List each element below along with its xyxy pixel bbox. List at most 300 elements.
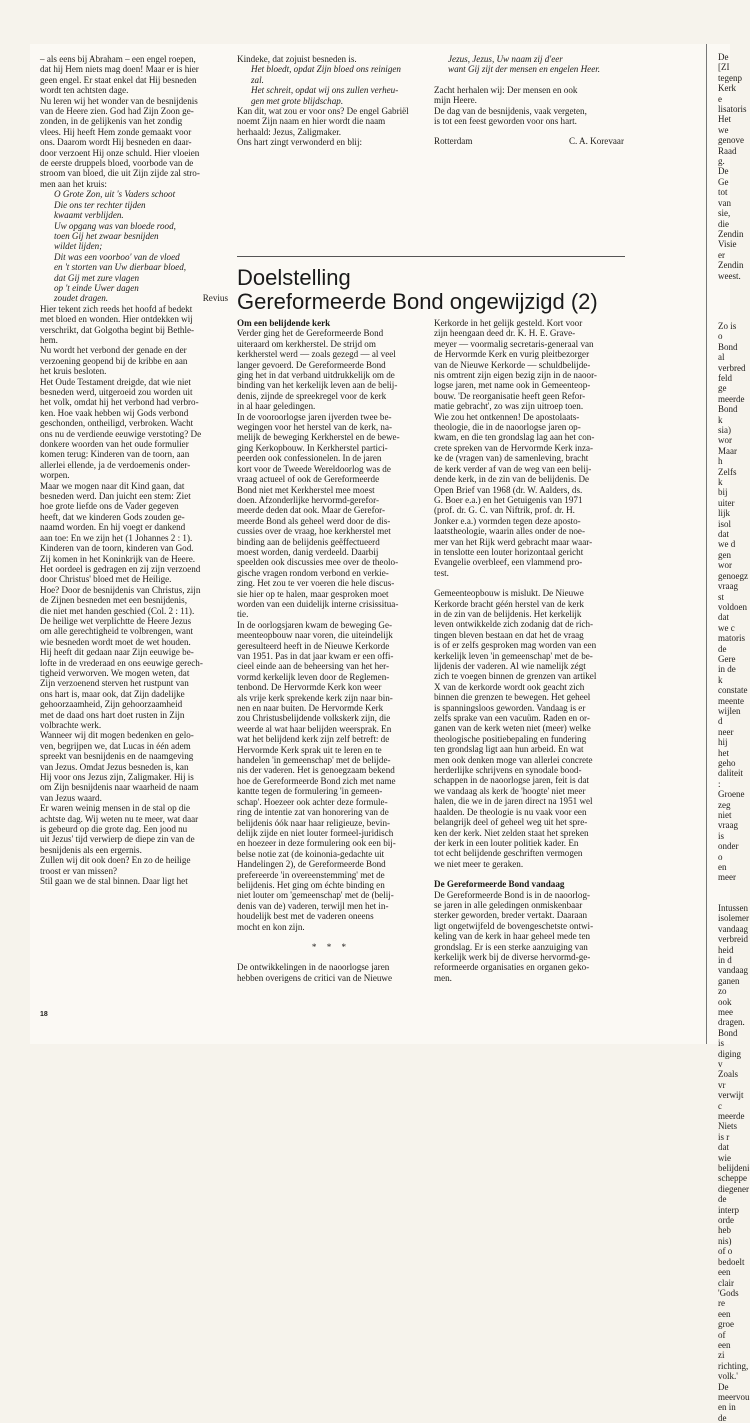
text-line: Het schreit, opdat wij ons zullen verheu-: [251, 85, 399, 96]
text-line: Er waren weinig mensen in de stal op die: [40, 803, 191, 814]
text-line: van Jezus waard.: [40, 792, 102, 803]
text-line: dat hij Hem niets mag doen! Maar er is hier: [40, 64, 199, 75]
text-line: Uw opgang was van bloede rood,: [54, 220, 176, 231]
text-line: volk.' De: [718, 1371, 738, 1392]
edge-block-a: [718, 52, 747, 281]
text-line: om alle gerechtigheid te volbrengen, want: [40, 626, 194, 637]
text-line: besneden werd, uitgeroeid zou worden uit: [40, 387, 193, 397]
text-line: zou Christusbelijdende volkskerk zijn, die: [237, 713, 391, 724]
text-line: geen engel. Er staat enkel dat Hij besneden: [40, 74, 197, 85]
column-2-top: [237, 54, 425, 254]
column-3: [434, 318, 624, 1008]
text-line: in de k: [718, 664, 736, 685]
col1-body: [40, 304, 228, 887]
text-line: verzoening geopend bij de kribbe en aan: [40, 355, 188, 366]
text-line: vandaag: [718, 923, 748, 934]
text-line: moest worden, danig verdeeld. Daarbij: [237, 546, 379, 557]
text-line: – als eens bij Abraham – een engel roepen,: [40, 54, 196, 64]
text-line: belijdeni: [718, 1163, 750, 1174]
text-line: delijk zijde en niet louter formeel-juridisch: [237, 827, 394, 838]
text-line: lijk isol: [718, 508, 732, 529]
text-line: ring de intentie zat van honorering van de: [237, 807, 389, 818]
poem-author: Revius: [202, 293, 228, 304]
text-line: vandaag: [718, 965, 748, 976]
text-line: Nu wordt het verbond der genade en der: [40, 345, 187, 356]
text-line: doen. Afzonderlijke hervormd-gerefor-: [237, 494, 379, 505]
text-line: dragen.: [718, 1017, 745, 1028]
text-line: Maar we mogen naar dit Kind gaan, dat: [40, 480, 185, 491]
text-line: ganen van de kerk weten niet (meer) welke: [434, 723, 591, 734]
text-line: verbreid: [718, 934, 748, 945]
page-number: 18: [40, 1011, 48, 1018]
text-line: belijdenis óók naar haar religieuze, bevin-: [237, 817, 391, 828]
headline-line-1: Doelstelling: [237, 265, 351, 290]
text-line: naamd worden. En hij voegt er dankend: [40, 522, 186, 533]
text-line: diging v: [718, 1048, 742, 1069]
text-line: uiteraard om kerkherstel. De strijd om: [237, 338, 376, 349]
text-line: daliteit :: [718, 768, 743, 789]
text-line: gen met grote blijdschap.: [251, 95, 344, 106]
text-line: mijn Heere.: [434, 95, 477, 106]
text-line: genoegz: [718, 570, 748, 581]
text-line: meyer — voormalig secretaris-generaal van: [434, 338, 594, 349]
text-line: Kerkorde bracht géén herstel van de kerk: [434, 598, 584, 609]
headline-line-2: Gereformeerde Bond ongewijzigd (2): [237, 289, 598, 314]
text-line: theologie, die in de naoorlogse jaren op-: [434, 422, 581, 433]
text-line: zonden, in de gelijkenis van het zondig: [40, 116, 183, 127]
text-line: meerde deden dat ook. Maar de Gerefor-: [237, 505, 386, 516]
poem-last-line: zoudet dragen.: [54, 293, 109, 304]
text-line: men.: [434, 972, 452, 983]
text-line: ke de (vragen van) de samenleving, bracht: [434, 453, 589, 464]
text-line: ook mee: [718, 996, 733, 1017]
text-line: Verder ging het de Gereformeerde Bond: [237, 328, 384, 339]
text-line: nis omtrent zijn eigen bezig zijn in de naoor-: [434, 370, 597, 381]
text-line: lisatoris: [718, 104, 747, 115]
text-line: Kerk e: [718, 83, 736, 104]
text-line: se jaren in alle geledingen onmiskenbaar: [434, 899, 583, 910]
text-line: is spanningsloos geworden. Vandaag is er: [434, 702, 586, 713]
text-line: achtste dag. Wij weten nu te meer, wat daar: [40, 813, 199, 824]
text-line: Dit was een voorboo' van de vloed: [54, 251, 180, 262]
text-line: zal.: [251, 74, 264, 85]
text-line: Hervormde Kerk sprak uit te leren en te: [237, 744, 382, 755]
text-line: vraag st: [718, 581, 738, 602]
text-line: en 't storten van Uw dierbaar bloed,: [54, 262, 187, 273]
text-line: tot echt belijdende geschriften vermogen: [434, 848, 583, 859]
text-line: van 1951. Pas in dat jaar kwam er een offi-: [237, 651, 394, 661]
text-line: in tenslotte een louter horizontaal gericht: [434, 546, 584, 557]
text-line: spreekt van besnijdenis en de naamgeving: [40, 751, 194, 762]
text-line: ken. Hoe vaak hebben wij Gods verbond: [40, 407, 189, 418]
col1-poem-end: [40, 293, 228, 303]
text-line: tigheid verworven. We mogen weten, dat: [40, 667, 190, 678]
text-line: weest.: [718, 270, 741, 281]
article-headline: [237, 266, 657, 314]
text-line: cieel einde aan de beheersing van het her-: [237, 661, 390, 672]
text-line: denis van de) vaderen, terwijl men het in-: [237, 900, 389, 911]
text-line: toen Gij het zwaar besnijden: [54, 230, 159, 241]
text-line: Hij voor ons Jezus zijn, Zaligmaker. Hij is: [40, 772, 194, 783]
text-line: peerden ook confessionelen. In de jaren: [237, 453, 382, 464]
text-line: speelden ook discussies mee over de theolo-: [237, 557, 399, 568]
text-line: ons. Daarom wordt Hij besneden en daar-: [40, 137, 192, 148]
text-line: richting,: [718, 1360, 749, 1371]
text-line: der kerk in een louter politiek kader. En: [434, 837, 579, 848]
text-line: Zendin: [718, 260, 744, 271]
text-line: dende kerk, in de zin van de belijdenis. De: [434, 474, 590, 485]
text-line: Het oordeel is gedragen en zij zijn verzoend: [40, 563, 201, 574]
column-3-top: [434, 54, 624, 254]
text-line: sie hier op te halen, maar gesproken moet: [237, 588, 389, 599]
text-line: verbred: [718, 362, 746, 373]
text-line: Stil gaan we de stal binnen. Daar ligt het: [40, 876, 188, 887]
text-line: prefereerde 'in overeenstemming' met de: [237, 869, 385, 880]
text-line: kantte tegen de formulering 'in gemeen-: [237, 786, 383, 797]
text-line: is tot een feest geworden voor ons hart.: [434, 116, 577, 127]
text-line: G. Boer e.a.) en het Getuigenis van 1971: [434, 494, 583, 505]
text-line: bouw. 'De reorganisatie heeft geen Refor-: [434, 390, 586, 401]
text-line: Kerkorde in het gelijk gesteld. Kort voor: [434, 318, 583, 328]
text-line: de Zijnen besneden met een besnijdenis,: [40, 595, 187, 606]
text-line: gen wor: [718, 549, 732, 571]
text-line: een clair: [718, 1267, 734, 1288]
text-line: komen terug: Kinderen van de toorn, aan: [40, 449, 190, 460]
text-line: zing. Het zou te ver voeren die hele discus-: [237, 578, 395, 589]
text-line: Zullen wij dit ook doen? En zo de heilige: [40, 855, 191, 866]
text-line: Open Brief van 1968 (dr. W. Aalders, ds.: [434, 484, 583, 495]
text-line: meente: [718, 695, 744, 706]
text-line: stroom van bloed, die uit Zijn zijde zal stro-: [40, 168, 200, 179]
signature-author: C. A. Korevaar: [568, 136, 624, 147]
text-line: meerde Bond als geheel werd door de dis-: [237, 515, 391, 526]
text-line: heid in d: [718, 944, 734, 965]
text-line: de Hervormde Kerk en vurig pleitbezorger: [434, 349, 590, 360]
text-line: aan toe: En we zijn het (1 Johannes 2 : 1).: [40, 532, 193, 543]
text-line: (prof. dr. G. C. van Niftrik, prof. dr. H.: [434, 505, 575, 516]
text-line: onder o: [718, 841, 739, 862]
col3-body-2: [434, 588, 624, 869]
text-line: wordt ten achtsten dage.: [40, 85, 129, 96]
text-line: Wie zou het ontkennen! De apostolaats-: [434, 411, 580, 422]
text-line: Zoals vr: [718, 1069, 738, 1090]
text-line: Kinderen van de toorn, kinderen van God.: [40, 543, 194, 554]
text-line: mer van het Rijk werd gebracht maar waar-: [434, 536, 593, 547]
signature: [434, 136, 624, 146]
text-line: Ons hart zingt verwonderd en blij:: [237, 137, 363, 148]
edge-block-b: [718, 320, 748, 883]
text-line: ons nu de verdiende eeuwige verstoting? De: [40, 428, 202, 439]
text-line: de eerste druppels bloed, voorbode van de: [40, 158, 194, 169]
text-line: dat we c: [718, 612, 735, 633]
text-line: gische vragen rondom verbond en verkie-: [237, 567, 389, 578]
text-line: bij uiter: [718, 487, 735, 508]
text-line: weerde al wat haar belijden weersprak. En: [237, 723, 392, 734]
col3-body: [434, 318, 624, 578]
text-line: wildet lijden;: [54, 241, 103, 252]
text-line: 'Gods re: [718, 1287, 739, 1309]
text-line: ons hart is, maar ook, dat Zijn dadelijke: [40, 688, 185, 699]
col2top-intro: [237, 54, 425, 64]
text-line: we vandaag als kerk de 'hoogte' niet meer: [434, 785, 586, 796]
subhead-belijdende-kerk: Om een belijdende kerk: [237, 318, 331, 328]
text-line: Raad g.: [718, 145, 737, 167]
col2-body: [237, 328, 425, 932]
text-line: met bloed en wonden. Hier ontdekken wij: [40, 314, 193, 325]
text-line: schappen in de naoorlogse jaren, feit is dat: [434, 775, 590, 786]
text-line: matie gebracht', zo was zijn uitroep toen.: [434, 401, 584, 412]
text-line: dat we d: [718, 529, 736, 550]
text-line: wat het belijdend kerk zijn zelf betreft: de: [237, 734, 390, 745]
section-divider: [237, 256, 625, 257]
text-line: sterker geworden, breder vertakt. Daaraan: [434, 910, 587, 921]
text-line: kwaamt verblijden.: [54, 210, 124, 221]
text-line: Jonker e.a.) vormden tegen deze aposto-: [434, 515, 581, 526]
text-line: belse notie zat (de koinonia-gedachte uit: [237, 848, 385, 859]
text-line: of een zi: [718, 1329, 731, 1361]
text-line: wie besneden wordt moet de wet houden.: [40, 636, 191, 647]
text-line: Hier tekent zich reeds het hoofd af bedekt: [40, 303, 193, 314]
text-line: laatstheologie, waarin alles onder de noe-: [434, 526, 585, 537]
column-2: [237, 318, 425, 1008]
text-line: tegenp: [718, 72, 742, 83]
text-line: van de Nieuwe Kerkorde — schuldbelijde-: [434, 359, 591, 370]
text-line: nis) of o: [718, 1235, 733, 1257]
text-line: Die ons ter rechter tijden: [54, 199, 146, 210]
text-line: dat wie: [718, 1142, 731, 1163]
text-line: Bond niet met Kerkherstel mee moest: [237, 484, 375, 495]
text-line: crete spreken van de Hervormde Kerk inza-: [434, 442, 594, 453]
text-line: reformeerde organisaties en organen geko-: [434, 962, 590, 973]
text-line: hem.: [40, 334, 58, 345]
text-line: De [ZI: [718, 52, 730, 73]
text-line: Bond is: [718, 1027, 738, 1049]
text-line: men aan het kruis:: [40, 178, 107, 189]
text-line: meenteopbouw naar voren, die uiteindelijk: [237, 630, 393, 641]
col2-body-2: [237, 962, 425, 983]
text-line: Handelingen 2), de Gereformeerde Bond: [237, 859, 386, 870]
text-line: grondslag. Er is een sterke aanzuiging van: [434, 941, 588, 952]
text-line: besnijdenis als een ergernis.: [40, 844, 142, 855]
col3-body-3: [434, 890, 624, 984]
text-line: en in de: [718, 1402, 736, 1423]
text-line: kerkherstel werd — zoals gezegd — al veel: [237, 349, 396, 360]
text-line: herderlijke schrijvens en synodale bood-: [434, 765, 582, 776]
text-line: uit Jezus' tijd verwierp de diepe zin van de: [40, 834, 195, 845]
text-line: op 't einde Uwer dagen: [54, 282, 139, 293]
text-line: nen en naar buiten. De Hervormde Kerk: [237, 703, 384, 714]
text-line: belijdenis. Het ging om échte binding en: [237, 879, 385, 890]
text-line: met de daad ons hart doet rusten in Zijn: [40, 709, 185, 720]
text-line: sie, die: [718, 208, 731, 229]
text-line: meervou: [718, 1391, 750, 1402]
text-line: is gebeurd op die grote dag. Een jood nu: [40, 824, 188, 835]
text-line: Hoe? Door de besnijdenis van Christus, zijn: [40, 584, 201, 595]
text-line: Intussen: [718, 902, 748, 913]
text-line: Evangelie overbleef, een vlammend pro-: [434, 557, 583, 568]
text-line: meerde: [718, 1111, 745, 1121]
col1-intro: [40, 54, 228, 189]
text-line: ven, begrijpen we, dat Lucas in één adem: [40, 740, 191, 751]
text-line: sia) wor: [718, 425, 732, 446]
text-line: gehoorzaamheid, Zijn gehoorzaamheid: [40, 699, 183, 710]
text-line: lofte in de vrederaad en ons eeuwige gerech-: [40, 657, 203, 668]
text-line: constate: [718, 685, 748, 696]
text-line: ging Kerkopbouw. In Kerkherstel partici-: [237, 442, 388, 453]
text-line: zelfs sprake van een vacuüm. Raden en or-: [434, 713, 590, 724]
text-line: door Christus' bloed met de Heilige.: [40, 574, 172, 585]
text-line: De Ge: [718, 166, 729, 187]
text-line: neer hij: [718, 726, 734, 748]
subhead-bond-vandaag: De Gereformeerde Bond vandaag: [434, 879, 565, 890]
text-line: is of er zelfs gesproken mag worden van een: [434, 640, 597, 651]
text-line: cussies over de vraag, hoe kerkherstel met: [237, 526, 391, 537]
col3top-poem: [434, 54, 624, 75]
text-line: het geho: [718, 747, 736, 768]
text-line: Het bloedt, opdat Zijn bloed ons reinigen: [251, 64, 401, 75]
text-line: door verzoent Hij onze schuld. Hier vloeien: [40, 147, 200, 158]
text-line: en meer: [718, 862, 736, 883]
text-line: halen, die we in de jaren direct na 1951 wel: [434, 796, 593, 807]
text-line: ging het in dat verband uitdrukkelijk om de: [237, 370, 395, 381]
col1-poem: [40, 189, 228, 293]
text-line: vormd kerkelijk leven door de Reglemen-: [237, 671, 390, 682]
text-line: wijlen d: [718, 705, 741, 727]
text-line: ten grondslag ligt aan hun arbeid. En wat: [434, 744, 584, 755]
text-line: het volk, omdat hij het verbond had verbro-: [40, 397, 199, 408]
text-line: leven ontwikkelde zich zodanig dat de rich-: [434, 619, 594, 630]
text-line: De Gereformeerde Bond is in de naoorlog-: [434, 889, 591, 900]
col3top-body: [434, 85, 624, 127]
text-line: haalden. De theologie is nu vaak voor een: [434, 806, 587, 817]
text-line: mocht en kon zijn.: [237, 921, 305, 932]
text-line: de kerk verder af van de weg van een belij-: [434, 463, 592, 474]
text-line: meerde: [718, 393, 745, 404]
text-line: De ontwikkelingen in de naoorlogse jaren: [237, 962, 390, 973]
text-line: orde heb: [718, 1215, 734, 1236]
text-line: niet louter om 'gemeenschap' met de (belij-: [237, 890, 394, 901]
col2top-poem: [237, 64, 425, 106]
text-line: Zij komen in het Koninkrijk van de Heere.: [40, 553, 196, 564]
text-line: zijn heengaan deed dr. K. H. E. Grave-: [434, 328, 576, 339]
text-line: Niets is r: [718, 1121, 737, 1142]
text-line: binding van het kerkelijk leven aan de belij-: [237, 380, 398, 391]
col2top-body: [237, 106, 425, 148]
text-line: volbrachte werk.: [40, 720, 102, 730]
text-line: test.: [434, 567, 449, 578]
text-line: belangrijk deel of geheel weg uit het spre-: [434, 817, 588, 828]
text-line: genove: [718, 135, 744, 146]
text-line: langer gevoerd. De Gereformeerde Bond: [237, 359, 386, 370]
text-line: Bond al: [718, 341, 738, 363]
text-line: verschrikt, dat Golgotha begint bij Bethle-: [40, 324, 195, 335]
text-line: ligt ongetwijfeld de bovengeschetste ontwi-: [434, 920, 594, 931]
text-line: nis der vaderen. Het is genoegzaam bekend: [237, 765, 395, 776]
text-line: in al haar geledingen.: [237, 401, 316, 412]
text-line: de interp: [718, 1194, 739, 1215]
text-line: Zijn verzoenend sterven het rustpunt van: [40, 678, 189, 689]
text-line: Zo is o: [718, 320, 737, 342]
text-line: keling van de kerk in haar geheel mede ten: [434, 931, 591, 942]
text-line: herhaald: Jezus, Zaligmaker.: [237, 126, 342, 137]
text-line: houdelijk best met de vaderen oneens: [237, 911, 374, 922]
text-line: Groene: [718, 789, 745, 800]
text-line: Hij heeft dit gedaan naar Zijn eeuwige be-: [40, 647, 194, 658]
text-line: troost er van missen?: [40, 865, 118, 876]
text-line: Het Oude Testament dreigde, dat wie niet: [40, 376, 191, 387]
text-line: vraag actueel of ook de Gereformeerde: [237, 474, 380, 485]
text-line: zeg niet: [718, 799, 732, 821]
text-line: voldoen: [718, 601, 747, 612]
text-line: wegingen voor het herstel van de kerk, na-: [237, 422, 393, 433]
text-line: De heilige wet verplichtte de Heere Jezus: [40, 615, 191, 626]
text-line: logse jaren, met name ook in Gemeenteop-: [434, 380, 591, 391]
text-line: tingen bleven bestaan en dat het de vraag: [434, 629, 584, 640]
text-line: om Zijn besnijdenis naar waarheid de naam: [40, 782, 199, 793]
text-line: kwam, en die ten grondslag lag aan het con-: [434, 432, 595, 443]
text-line: kerkelijk werk bij de diverse hervormd-ge-: [434, 951, 591, 962]
text-line: worden van een duidelijk interne crisissitua-: [237, 598, 399, 609]
text-line: hoe grote liefde ons de Vader gegeven: [40, 501, 179, 512]
text-line: Gemeenteopbouw is mislukt. De Nieuwe: [434, 588, 584, 599]
text-line: bedoelt: [718, 1256, 745, 1267]
text-line: noemt Zijn naam en hier wordt die naam: [237, 116, 386, 127]
text-line: donkere woorden van het oude formulier: [40, 439, 189, 450]
text-line: melijk de beweging Kerkherstel en de bewe-: [237, 432, 400, 443]
text-line: geschonden, ontheiligd, verbroken. Wacht: [40, 418, 194, 429]
edge-block-c: [718, 902, 750, 1423]
text-line: In de oorlogsjaren kwam de beweging Ge-: [237, 619, 393, 630]
text-line: als vrije kerk sprekende kerk zijn naar bin-: [237, 692, 393, 703]
text-line: die niet met handen geschied (Col. 2 : 11).: [40, 605, 195, 616]
text-line: In de vooroorlogse jaren ijverden twee be-: [237, 411, 392, 422]
text-line: Maar h: [718, 445, 737, 467]
text-line: kerkelijk leven 'in gemeenschap' met de be-: [434, 650, 593, 661]
text-line: Zendin: [718, 228, 744, 239]
text-line: ken der kerk. Niet zelden staat het spreken: [434, 827, 589, 838]
text-line: tenbond. De Hervormde Kerk kon weer: [237, 682, 382, 693]
text-line: geresulteerd heeft in de Nieuwe Kerkorde: [237, 640, 390, 651]
text-line: de Gere: [718, 643, 736, 664]
text-line: dat Gij met zure vlagen: [54, 272, 140, 283]
text-line: zich te voegen binnen de grenzen van artikel: [434, 671, 597, 682]
text-line: ganen zo: [718, 975, 740, 997]
text-line: isolemer: [718, 913, 749, 924]
text-line: verwijt c: [718, 1090, 744, 1111]
text-line: want Gij zijt der mensen en engelen Heer.: [448, 64, 601, 75]
text-line: Nu leren wij het wonder van de besnijdenis: [40, 95, 198, 106]
text-line: binnen die grenzen te bewegen. Het geheel: [434, 692, 591, 703]
text-line: Visie er: [718, 239, 737, 260]
text-line: Zelfs k: [718, 466, 737, 488]
text-line: allerlei ellende, ja de verdoemenis onder-: [40, 459, 191, 470]
text-line: Jezus, Jezus, Uw naam zij d'eer: [448, 54, 563, 64]
text-line: en hoezeer in deze formulering ook een bij-: [237, 838, 396, 849]
text-line: tie.: [237, 609, 249, 620]
adjacent-page-edge: [718, 52, 750, 1423]
text-line: lijdenis der vaderen. Al wie namelijk zégt: [434, 661, 586, 671]
text-line: Zacht herhalen wij: Der mensen en ook: [434, 84, 578, 95]
text-line: feld ge: [718, 372, 732, 394]
text-line: tot van: [718, 187, 731, 208]
text-line: theologische positiebepaling en fundering: [434, 733, 587, 744]
text-line: Wanneer wij dit mogen bedenken en gelo-: [40, 730, 194, 741]
text-line: hebben overigens de critici van de Nieuwe: [237, 972, 393, 983]
text-line: in de zin van de belijdenis. Het kerkelijk: [434, 608, 582, 619]
text-line: hoe de Gereformeerde Bond zich met name: [237, 775, 396, 786]
text-line: van Jezus. Omdat Jezus besneden is, kan: [40, 761, 189, 772]
column-1: [40, 54, 228, 1006]
